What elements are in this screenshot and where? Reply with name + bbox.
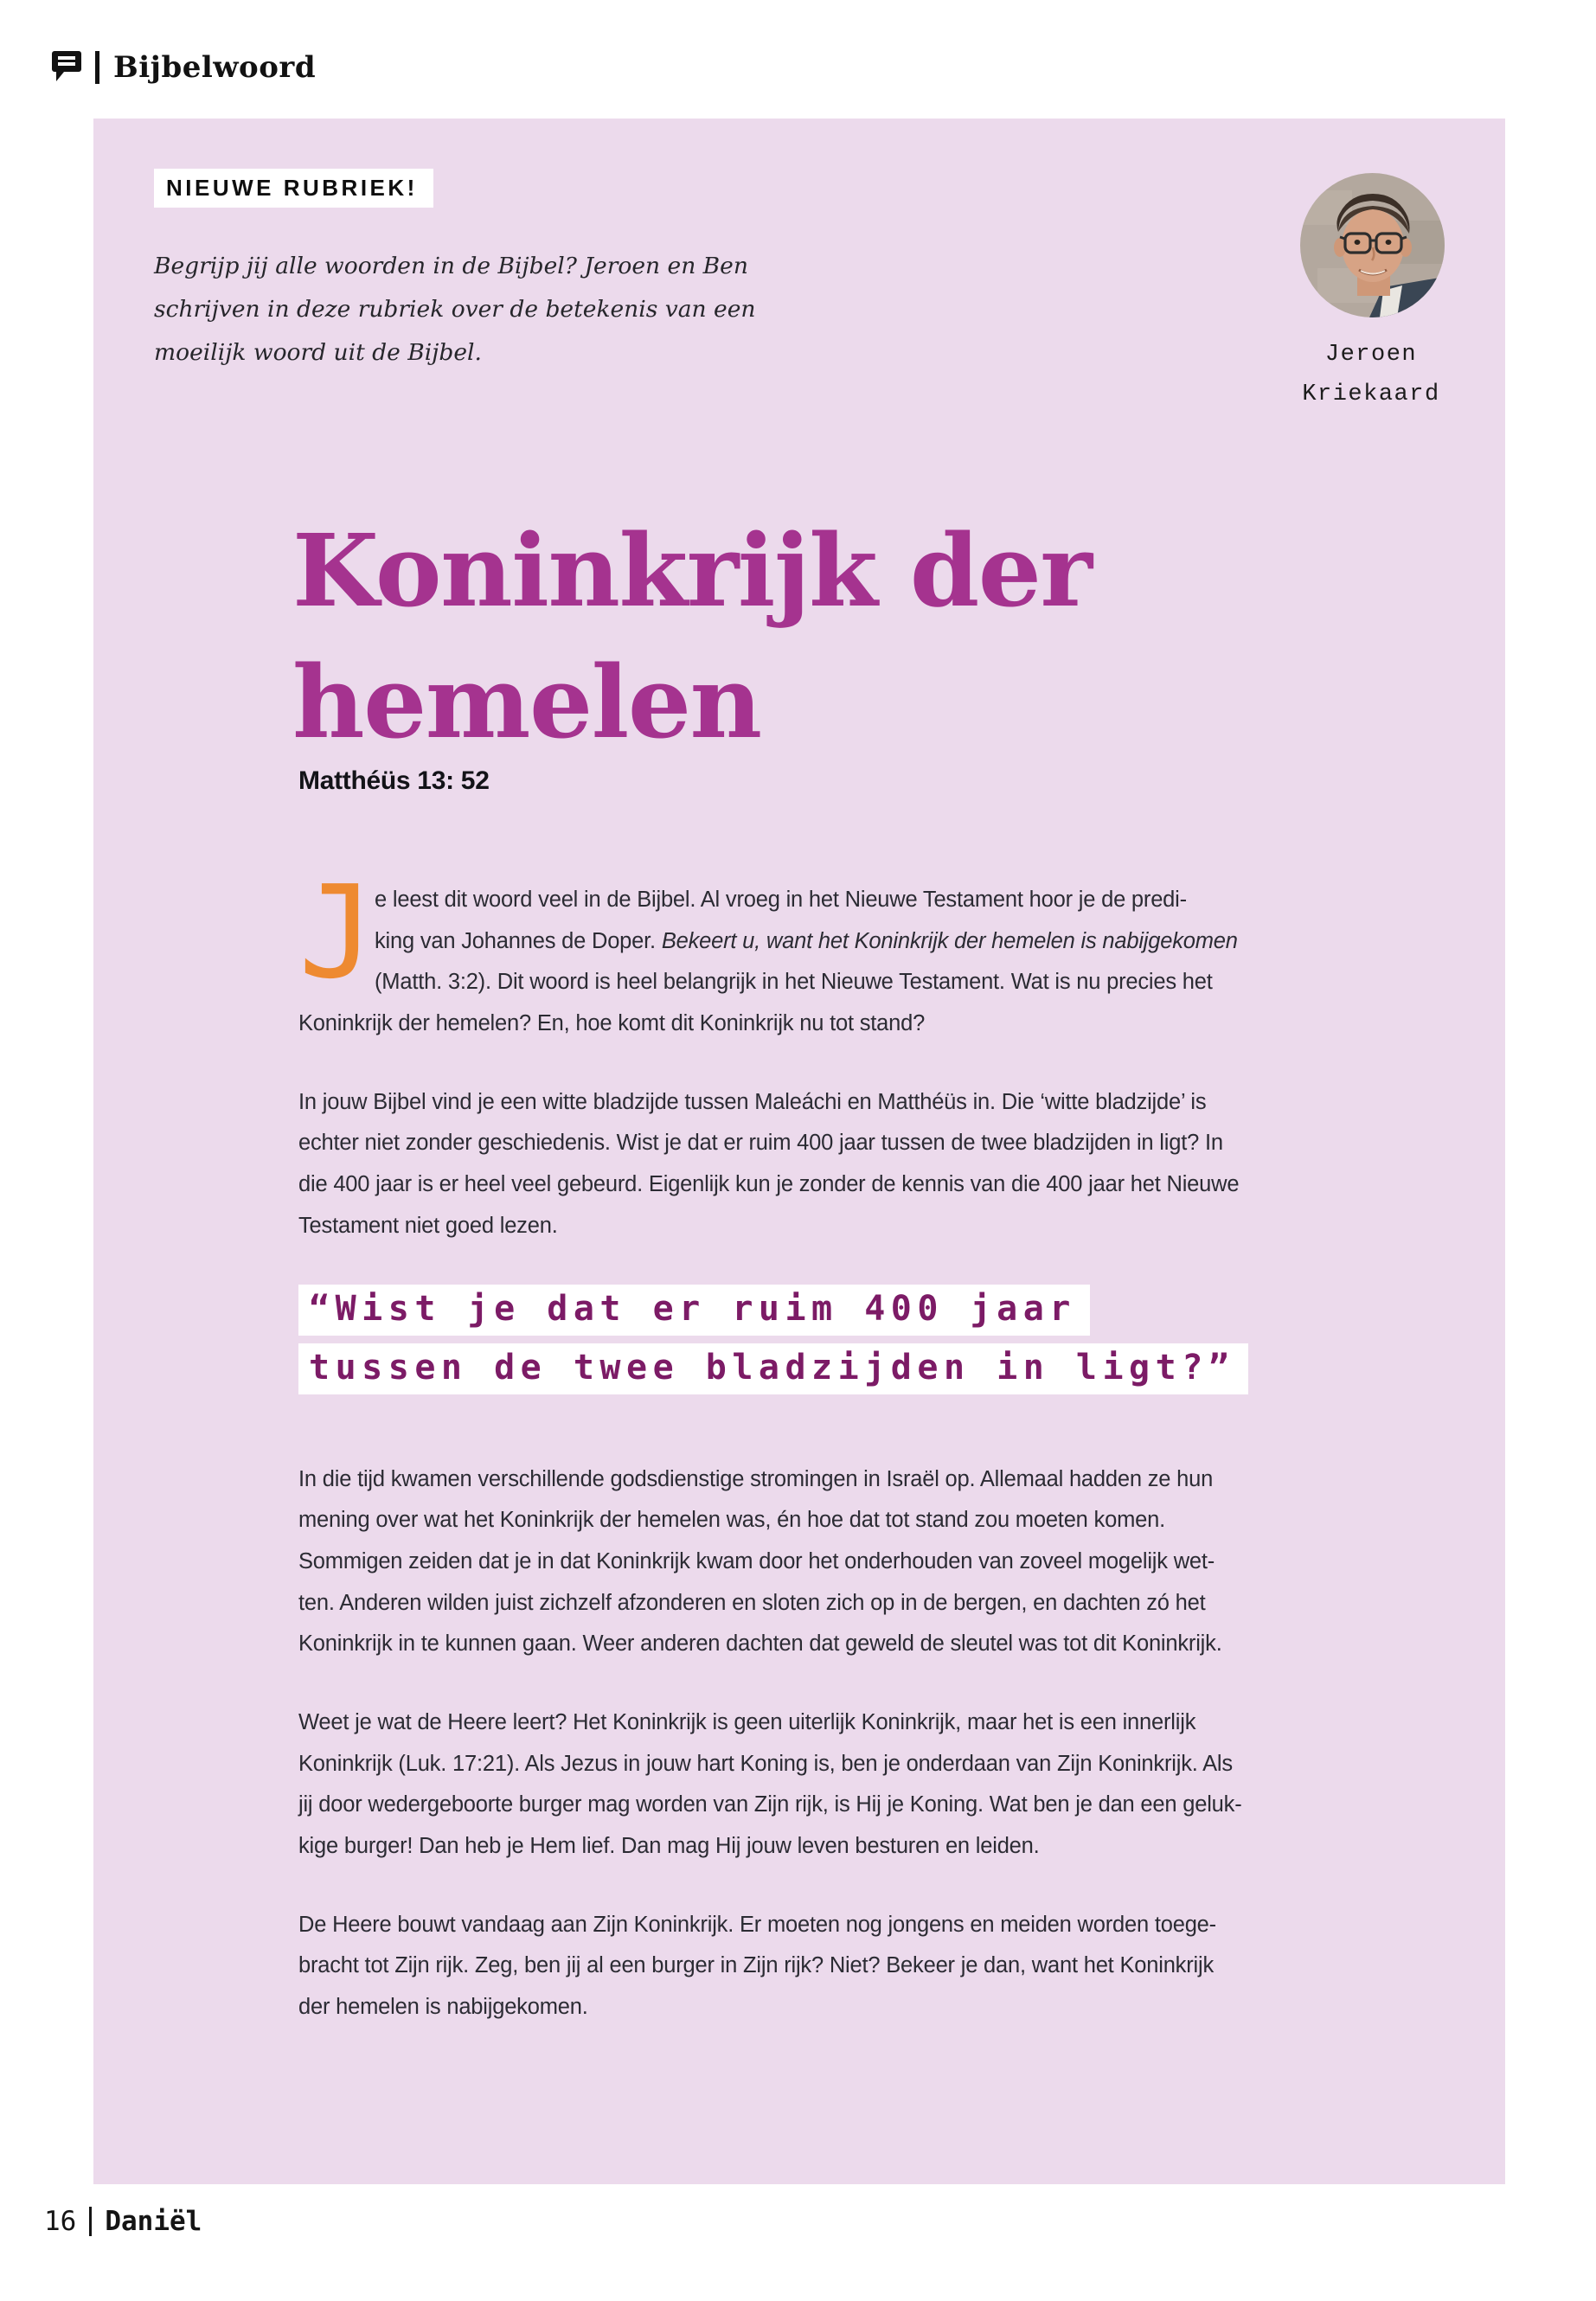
magazine-title: Daniël bbox=[105, 2206, 202, 2237]
article-body bbox=[298, 858, 1509, 2066]
article-title-line2: hemelen bbox=[292, 644, 761, 761]
article-title bbox=[292, 506, 1091, 769]
intro-line: Begrijp jij alle woorden in de Bijbel? Jeroen en Ben bbox=[154, 253, 748, 279]
body-line: e leest dit woord veel in de Bijbel. Al vroeg in het Nieuwe Testament hoor je de predi- bbox=[375, 888, 1187, 912]
pull-quote bbox=[298, 1285, 1509, 1394]
body-line: De Heere bouwt vandaag aan Zijn Koninkrijk. Er moeten nog jongens en meiden worden toege- bbox=[298, 1912, 1216, 1937]
body-line: In jouw Bijbel vind je een witte bladzijde tussen Maleáchi en Matthéüs in. Die ‘witte bladzijde’ is bbox=[298, 1089, 1207, 1114]
body-line bbox=[298, 921, 1509, 963]
pull-quote-line1: “Wist je dat er ruim 400 jaar bbox=[298, 1285, 1090, 1336]
body-line: echter niet zonder geschiedenis. Wist je dat er ruim 400 jaar tussen de twee bladzijden in ligt? In bbox=[298, 1131, 1223, 1156]
article-intro bbox=[154, 204, 755, 375]
body-line: der hemelen is nabijgekomen. bbox=[298, 1995, 588, 2020]
footer-divider bbox=[89, 2207, 92, 2236]
author-last-name: Kriekaard bbox=[1302, 381, 1440, 407]
paragraph-4 bbox=[298, 1702, 1509, 1868]
paragraph-2 bbox=[298, 1082, 1509, 1247]
speech-bubble-icon bbox=[52, 50, 81, 85]
article-feature-box bbox=[93, 119, 1505, 2184]
quoted-scripture: Bekeert u, want het Koninkrijk der hemelen is nabijgekomen bbox=[661, 928, 1238, 953]
section-label: Bijbelwoord bbox=[113, 50, 317, 85]
body-line: mening over wat het Koninkrijk der hemelen was, én hoe dat tot stand zou moeten komen. bbox=[298, 1508, 1165, 1533]
body-line: Koninkrijk in te kunnen gaan. Weer anderen dachten dat geweld de sleutel was tot dit Koninkrijk. bbox=[298, 1631, 1222, 1657]
author-name bbox=[1233, 335, 1509, 414]
header-divider bbox=[95, 51, 99, 84]
body-line: bracht tot Zijn rijk. Zeg, ben jij al een burger in Zijn rijk? Niet? Bekeer je dan, want het Koninkrijk bbox=[298, 1953, 1214, 1978]
author-first-name: Jeroen bbox=[1324, 342, 1418, 368]
body-line: die 400 jaar is er heel veel gebeurd. Eigenlijk kun je zonder de kennis van die 400 jaar het Nieuwe bbox=[298, 1172, 1240, 1197]
pull-quote-line2: tussen de twee bladzijden in ligt?” bbox=[298, 1343, 1248, 1394]
article-title-line1: Koninkrijk der bbox=[292, 513, 1092, 630]
kicker-badge: NIEUWE RUBRIEK! bbox=[154, 169, 433, 208]
body-line: Weet je wat de Heere leert? Het Koninkrijk is geen uiterlijk Koninkrijk, maar het is een innerlijk bbox=[298, 1709, 1196, 1734]
body-line: Koninkrijk der hemelen? En, hoe komt dit Koninkrijk nu tot stand? bbox=[298, 1011, 926, 1036]
scripture-reference: Matthéüs 13: 52 bbox=[298, 766, 490, 795]
page-number: 16 bbox=[44, 2206, 77, 2237]
intro-line: moeilijk woord uit de Bijbel. bbox=[154, 339, 482, 366]
body-line: Testament niet goed lezen. bbox=[298, 1213, 558, 1238]
page-header bbox=[52, 50, 316, 85]
author-photo bbox=[1300, 173, 1445, 317]
body-line: Sommigen zeiden dat je in dat Koninkrijk kwam door het onderhouden van zoveel mogelijk wet- bbox=[298, 1548, 1215, 1574]
body-line: jij door wedergeboorte burger mag worden van Zijn rijk, is Hij je Koning. Wat ben je dan een geluk- bbox=[298, 1792, 1242, 1817]
intro-line: schrijven in deze rubriek over de betekenis van een bbox=[154, 296, 756, 323]
body-line: In die tijd kwamen verschillende godsdienstige stromingen in Israël op. Allemaal hadden ze hun bbox=[298, 1466, 1214, 1491]
body-line: kige burger! Dan heb je Hem lief. Dan mag Hij jouw leven besturen en leiden. bbox=[298, 1834, 1040, 1858]
body-line: Koninkrijk (Luk. 17:21). Als Jezus in jouw hart Koning is, ben je onderdaan van Zijn Koninkrijk. Als bbox=[298, 1751, 1233, 1776]
body-line: (Matth. 3:2). Dit woord is heel belangrijk in het Nieuwe Testament. Wat is nu precies het bbox=[375, 970, 1213, 995]
body-text: king van Johannes de Doper. bbox=[375, 928, 662, 953]
body-line: ten. Anderen wilden juist zichzelf afzonderen en sloten zich op in de bergen, en dachten zó het bbox=[298, 1590, 1206, 1615]
paragraph-1 bbox=[298, 858, 1509, 1045]
drop-cap: J bbox=[298, 858, 376, 1007]
paragraph-5 bbox=[298, 1905, 1509, 2029]
paragraph-3 bbox=[298, 1459, 1509, 1665]
page-footer bbox=[44, 2206, 202, 2237]
